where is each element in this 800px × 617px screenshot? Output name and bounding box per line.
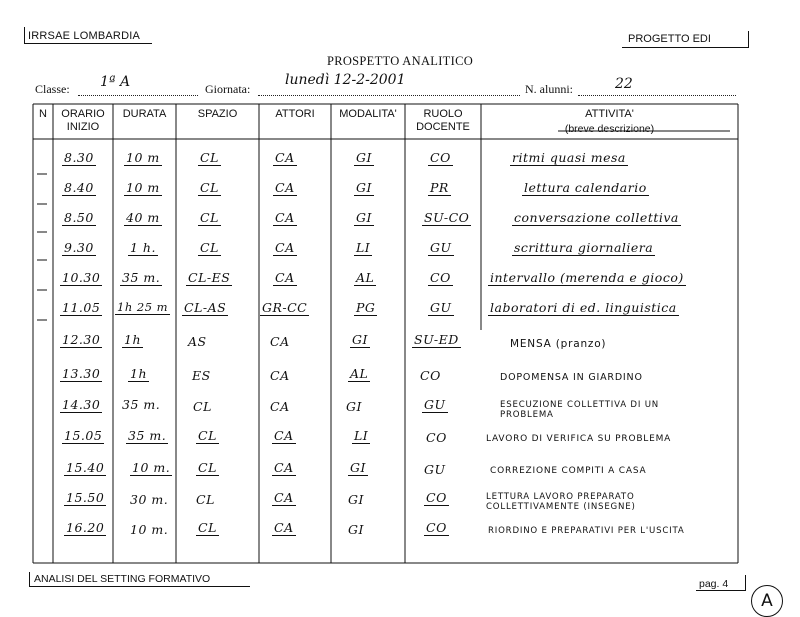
cell-orario: 14.30 (62, 397, 101, 412)
cell-modalita: GI (356, 210, 372, 225)
cell-ruolo: CO (420, 368, 441, 383)
cell-attori: CA (275, 150, 295, 165)
col-header-modalita: MODALITA' (339, 108, 397, 120)
cell-attori: GR-CC (262, 300, 308, 315)
cell-spazio: CL-ES (188, 270, 231, 285)
alunni-value: 22 (615, 76, 633, 92)
col-header-spazio: SPAZIO (197, 108, 238, 120)
cell-durata: 1 h. (130, 240, 156, 255)
cell-ruolo: GU (424, 462, 446, 477)
cell-durata: 10 m. (130, 522, 169, 537)
cell-modalita: AL (356, 270, 375, 285)
cell-spazio: CL (200, 180, 219, 195)
cell-spazio: CL (196, 492, 215, 507)
cell-durata: 1h 25 m (117, 300, 169, 314)
cell-orario: 15.50 (66, 490, 105, 505)
cell-durata: 1h (130, 366, 148, 381)
classe-label: Classe: (35, 82, 70, 96)
cell-durata: 30 m. (130, 492, 169, 507)
cell-durata: 35 m. (128, 428, 167, 443)
cell-orario: 15.40 (66, 460, 105, 475)
cell-modalita: AL (350, 366, 369, 381)
footer-section-title: ANALISI DEL SETTING FORMATIVO (34, 573, 211, 585)
cell-attivita: lettura calendario (524, 180, 647, 195)
cell-ruolo: GU (430, 300, 452, 315)
cell-spazio: CL (200, 240, 219, 255)
cell-modalita: GI (352, 332, 368, 347)
cell-attori: CA (275, 180, 295, 195)
cell-attori: CA (270, 368, 290, 383)
cell-attivita: laboratori di ed. linguistica (490, 300, 677, 315)
page-number: pag. 4 (699, 578, 729, 590)
cell-attivita: RIORDINO E PREPARATIVI PER L'USCITA (488, 526, 685, 536)
col-header-attivita-sub: (breve descrizione) (564, 123, 655, 135)
cell-modalita: GI (348, 492, 364, 507)
circled-letter-stamp: A (751, 585, 783, 617)
cell-attivita: LAVORO DI VERIFICA SU PROBLEMA (486, 434, 672, 444)
col-header-durata: DURATA (122, 108, 167, 120)
cell-attori: CA (274, 428, 294, 443)
cell-orario: 16.20 (66, 520, 105, 535)
cell-orario: 9.30 (64, 240, 94, 255)
page-number-rule (696, 590, 745, 591)
cell-ruolo: SU-CO (424, 210, 470, 225)
cell-attori: CA (274, 460, 294, 475)
cell-spazio: AS (188, 334, 207, 349)
document-title: PROSPETTO ANALITICO (326, 54, 474, 68)
col-header-attivita: ATTIVITA' (585, 108, 634, 120)
cell-durata: 1h (124, 332, 142, 347)
cell-attori: CA (275, 270, 295, 285)
cell-durata: 35 m. (122, 270, 161, 285)
col-header-ruolo: RUOLO DOCENTE (416, 108, 470, 133)
col-header-orario: ORARIO INIZIO (61, 108, 105, 133)
cell-orario: 8.30 (64, 150, 94, 165)
cell-orario: 8.40 (64, 180, 94, 195)
cell-durata: 40 m (126, 210, 160, 225)
cell-ruolo: CO (430, 150, 451, 165)
cell-modalita: LI (356, 240, 371, 255)
cell-ruolo: SU-ED (414, 332, 459, 347)
giornata-value: lunedì 12-2-2001 (285, 72, 406, 88)
cell-orario: 10.30 (62, 270, 101, 285)
cell-attori: CA (275, 210, 295, 225)
alunni-label: N. alunni: (525, 82, 573, 96)
cell-spazio: CL (198, 520, 217, 535)
cell-durata: 35 m. (122, 397, 161, 412)
cell-orario: 8.50 (64, 210, 94, 225)
cell-modalita: GI (346, 399, 362, 414)
cell-orario: 13.30 (62, 366, 101, 381)
col-header-n: N (39, 108, 47, 120)
cell-attivita: conversazione collettiva (514, 210, 679, 225)
cell-spazio: CL-AS (184, 300, 227, 315)
cell-attivita: LETTURA LAVORO PREPARATO COLLETTIVAMENTE (INSEGNE) (486, 492, 636, 512)
cell-orario: 12.30 (62, 332, 101, 347)
cell-ruolo: GU (424, 397, 446, 412)
giornata-label: Giornata: (205, 82, 251, 96)
cell-spazio: CL (200, 210, 219, 225)
cell-attivita: CORREZIONE COMPITI A CASA (490, 466, 647, 476)
cell-attivita: scrittura giornaliera (514, 240, 654, 255)
classe-value: 1ª A (100, 74, 131, 90)
cell-modalita: GI (348, 522, 364, 537)
cell-spazio: CL (200, 150, 219, 165)
cell-spazio: CL (193, 399, 212, 414)
cell-spazio: CL (198, 460, 217, 475)
cell-attori: CA (274, 520, 294, 535)
cell-spazio: ES (192, 368, 211, 383)
cell-attivita: intervallo (merenda e gioco) (490, 270, 684, 285)
cell-ruolo: PR (430, 180, 449, 195)
cell-attori: CA (275, 240, 295, 255)
cell-durata: 10 m. (132, 460, 171, 475)
cell-attori: CA (270, 334, 290, 349)
cell-attori: CA (274, 490, 294, 505)
cell-ruolo: GU (430, 240, 452, 255)
cell-attivita: ESECUZIONE COLLETTIVA DI UN PROBLEMA (500, 400, 660, 420)
cell-ruolo: CO (426, 430, 447, 445)
cell-attivita: MENSA (pranzo) (510, 338, 607, 350)
col-header-attori: ATTORI (275, 108, 315, 120)
cell-modalita: PG (356, 300, 376, 315)
cell-modalita: LI (354, 428, 369, 443)
cell-ruolo: CO (426, 490, 447, 505)
cell-attivita: ritmi quasi mesa (512, 150, 626, 165)
cell-ruolo: CO (426, 520, 447, 535)
cell-orario: 15.05 (64, 428, 103, 443)
header-project: PROGETTO EDI (628, 33, 711, 45)
cell-durata: 10 m (126, 150, 160, 165)
cell-orario: 11.05 (62, 300, 101, 315)
page-number-bar (745, 575, 746, 591)
cell-spazio: CL (198, 428, 217, 443)
header-institution: IRRSAE LOMBARDIA (28, 30, 141, 42)
cell-modalita: GI (356, 180, 372, 195)
cell-durata: 10 m (126, 180, 160, 195)
cell-ruolo: CO (430, 270, 451, 285)
cell-attivita: DOPOMENSA IN GIARDINO (500, 372, 643, 383)
cell-modalita: GI (350, 460, 366, 475)
cell-modalita: GI (356, 150, 372, 165)
cell-attori: CA (270, 399, 290, 414)
